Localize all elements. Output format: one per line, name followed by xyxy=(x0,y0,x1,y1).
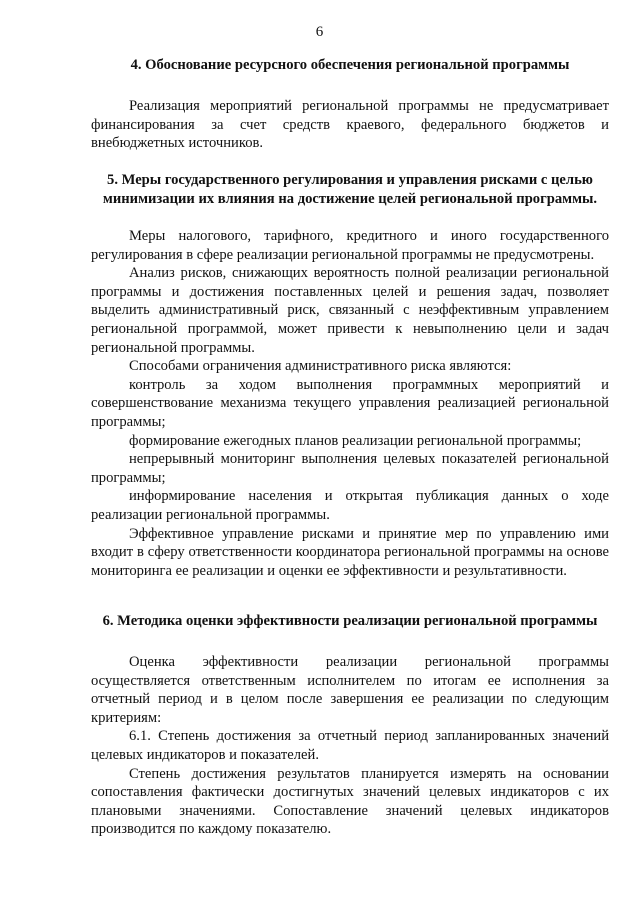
list-item: информирование населения и открытая публикация данных о ходе реализации региональной программы. xyxy=(91,488,609,523)
section-5-heading-line-2: минимизации их влияния на достижение целей региональной программы. xyxy=(102,191,598,207)
paragraph: Эффективное управление рисками и принятие мер по управлению ими входит в сферу ответственности координатора региональной программы на основе мониторинга ее реализации и оценки ее эффективности и результативности. xyxy=(91,525,609,579)
section-5-body xyxy=(91,227,609,580)
paragraph: Меры налогового, тарифного, кредитного и иного государственного регулирования в сфере реализации региональной программы не предусмотрены. xyxy=(91,228,609,263)
paragraph: 6.1. Степень достижения за отчетный период запланированных значений целевых индикаторов и показателей. xyxy=(91,728,609,763)
paragraph: Реализация мероприятий региональной программы не предусматривает финансирования за счет средств краевого, федерального бюджетов и внебюджетных источников. xyxy=(91,98,609,152)
paragraph: Анализ рисков, снижающих вероятность полной реализации региональной программы и достижения поставленных целей и решения задач, позволяет выделить административный риск, связанный с неэффективным управлением региональной программой, может привести к невыполнению цели и задач региональной программы. xyxy=(91,265,609,356)
list-item: контроль за ходом выполнения программных мероприятий и совершенствование механизма текущего управления реализацией региональной программы; xyxy=(91,376,609,430)
section-5-heading-line-1: 5. Меры государственного регулирования и управления рисками с целью xyxy=(107,172,593,188)
paragraph: Оценка эффективности реализации региональной программы осуществляется ответственным исполнителем по итогам ее исполнения за отчетный период и в целом после завершения ее реализации по следующим критериям: xyxy=(91,654,609,726)
paragraph: Способами ограничения административного риска являются: xyxy=(129,358,512,375)
list-item: формирование ежегодных планов реализации региональной программы; xyxy=(129,432,582,449)
paragraph: Степень достижения результатов планируется измерять на основании сопоставления фактически достигнутых значений целевых индикаторов с их плановыми значениями. Сопоставление значений целевых индикаторов производится по каждому показателю. xyxy=(91,765,609,838)
section-4-body xyxy=(91,97,609,153)
section-6-body xyxy=(91,653,609,839)
section-4-heading: 4. Обоснование ресурсного обеспечения региональной программы xyxy=(130,57,570,73)
list-item: непрерывный мониторинг выполнения целевых показателей региональной программы; xyxy=(91,451,609,486)
page-number: 6 xyxy=(315,24,324,40)
section-5-heading xyxy=(90,171,610,209)
section-6-heading: 6. Методика оценки эффективности реализации региональной программы xyxy=(102,613,598,629)
